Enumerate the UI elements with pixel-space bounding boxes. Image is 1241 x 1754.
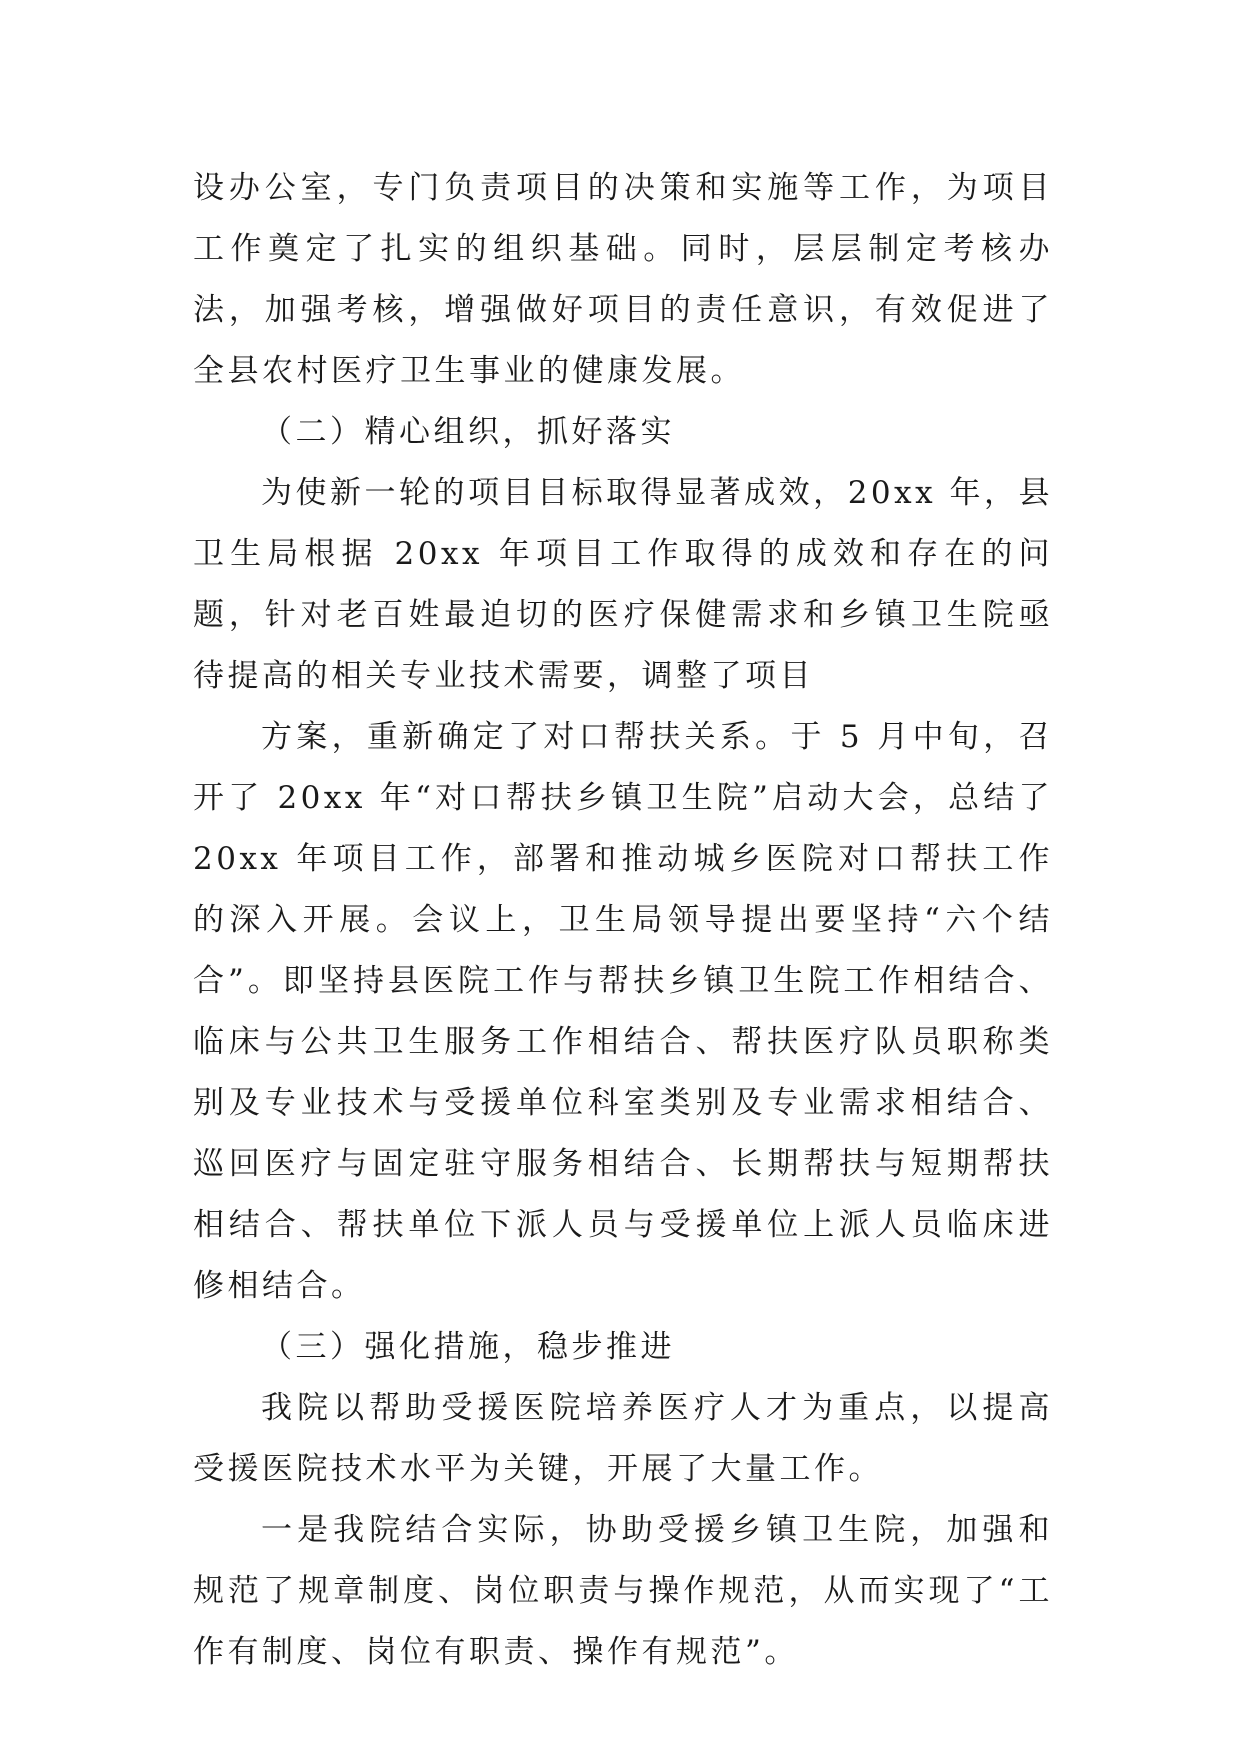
paragraph: 为使新一轮的项目目标取得显著成效，20xx 年，县卫生局根据 20xx 年项目工作取得的成效和存在的问题，针对老百姓最迫切的医疗保健需求和乡镇卫生院亟待提高的相关专业技术需要，调整了项目: [193, 475, 1053, 694]
paragraph: 方案，重新确定了对口帮扶关系。于 5 月中旬，召开了 20xx 年“对口帮扶乡镇卫生院”启动大会，总结了 20xx 年项目工作，部署和推动城乡医院对口帮扶工作的深入开展。会议上，卫生局领导提出要坚持“六个结合”。即坚持县医院工作与帮扶乡镇卫生院工作相结合、临床与公共卫生服务工作相结合、帮扶医疗队员职称类别及专业技术与受援单位科室类别及专业需求相结合、巡回医疗与固定驻守服务相结合、长期帮扶与短期帮扶相结合、帮扶单位下派人员与受援单位上派人员临床进修相结合。: [193, 719, 1053, 1304]
document-body: [193, 158, 1053, 1683]
paragraph: 我院以帮助受援医院培养医疗人才为重点，以提高受援医院技术水平为关键，开展了大量工作。: [193, 1390, 1053, 1487]
paragraph: 一是我院结合实际，协助受援乡镇卫生院，加强和规范了规章制度、岗位职责与操作规范，从而实现了“工作有制度、岗位有职责、操作有规范”。: [193, 1512, 1053, 1670]
section-heading: （二）精心组织，抓好落实: [261, 414, 675, 450]
section-heading: （三）强化措施，稳步推进: [261, 1329, 675, 1365]
paragraph: 设办公室，专门负责项目的决策和实施等工作，为项目工作奠定了扎实的组织基础。同时，层层制定考核办法，加强考核，增强做好项目的责任意识，有效促进了全县农村医疗卫生事业的健康发展。: [193, 170, 1053, 389]
